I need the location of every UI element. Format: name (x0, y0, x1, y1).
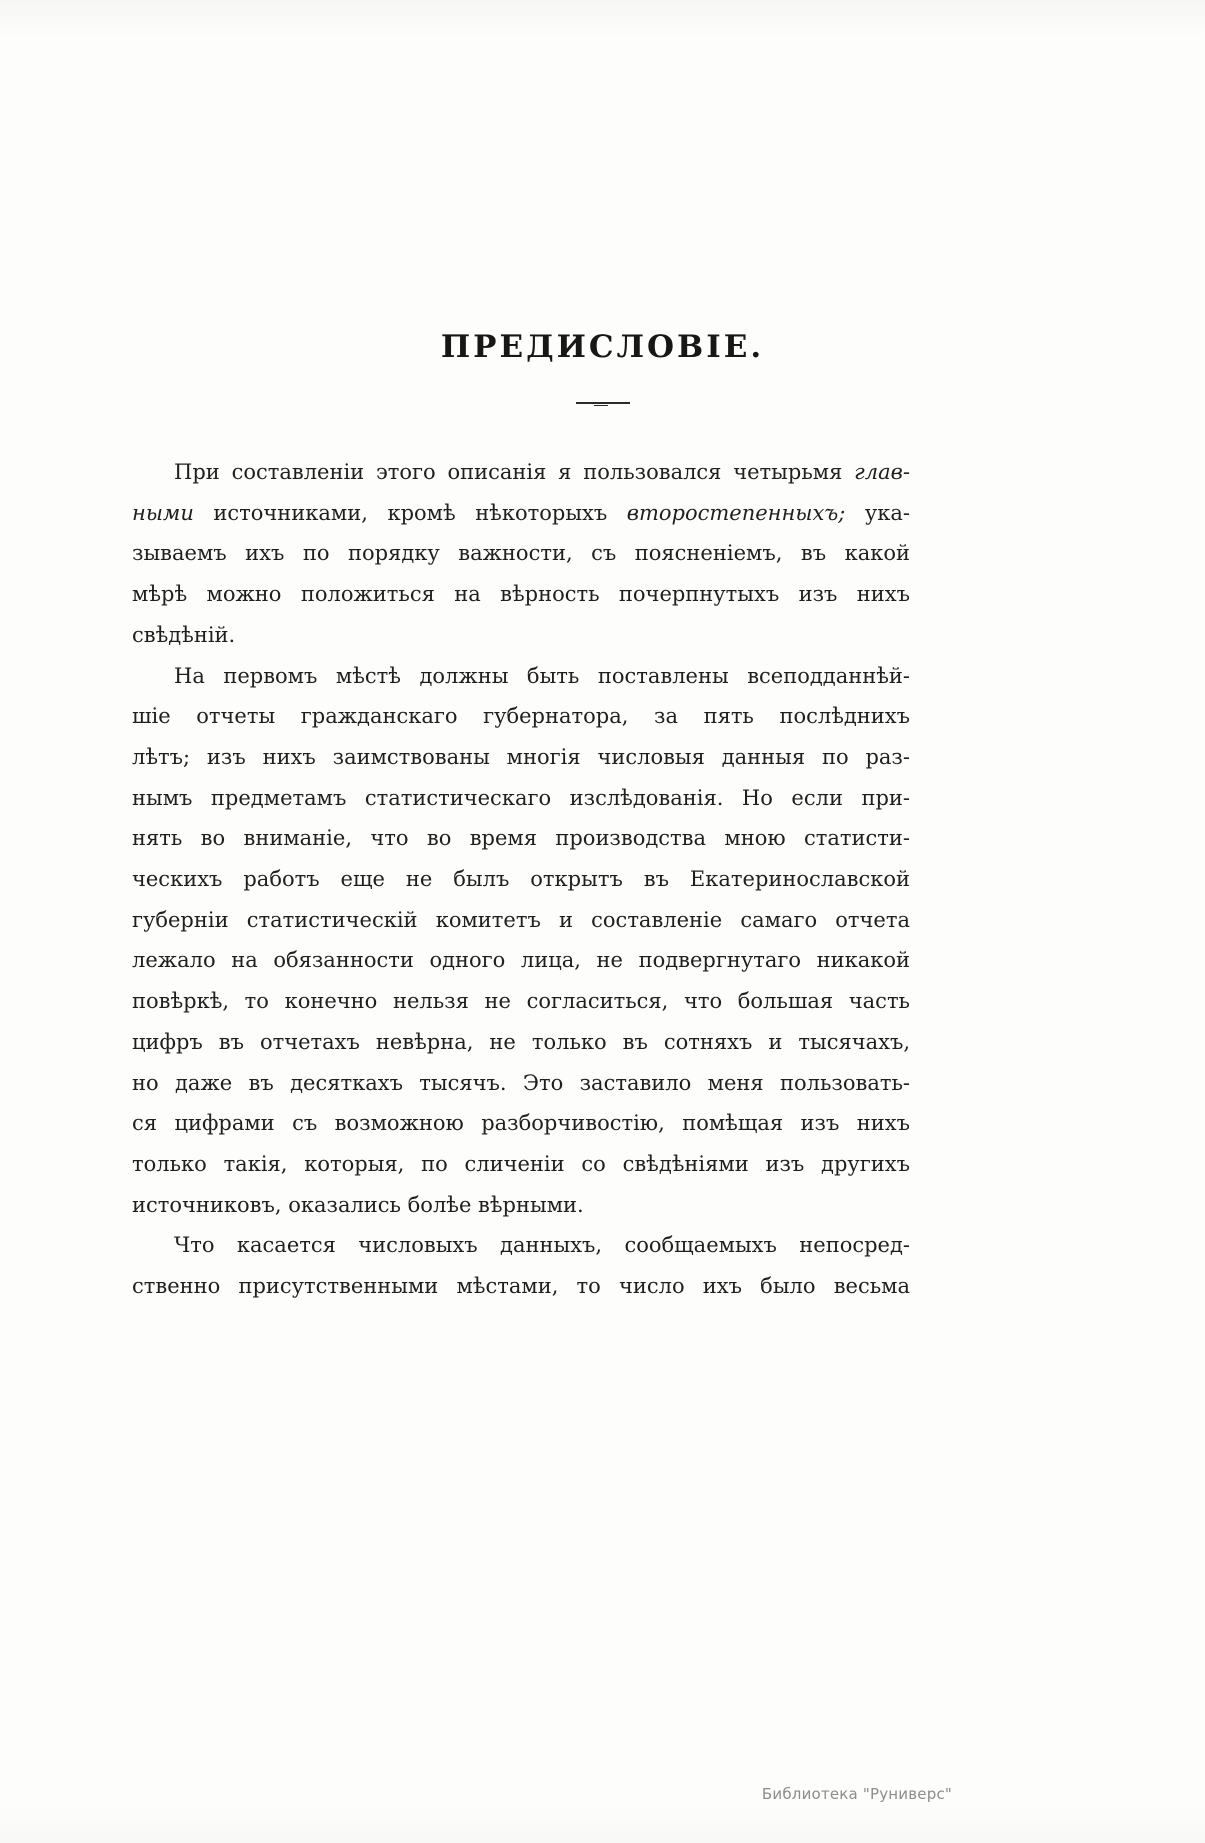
text-run: но даже въ десяткахъ тысячъ. Это заставило меня пользовать- (132, 1070, 910, 1095)
text-run: шіе отчеты гражданскаго губернатора, за пять послѣднихъ (132, 704, 910, 729)
text-line (132, 493, 910, 534)
text-line (132, 656, 910, 697)
text-run: Что касается числовыхъ данныхъ, сообщаемыхъ непосред- (174, 1233, 910, 1258)
text-line (132, 1063, 910, 1104)
text-run: ука- (845, 500, 910, 525)
text-run: нять во вниманіе, что во время производства мною статисти- (132, 826, 910, 851)
text-line (132, 940, 910, 981)
body-text (132, 452, 910, 1307)
library-watermark: Библиотека "Руниверс" (761, 1785, 952, 1803)
text-line (132, 1022, 910, 1063)
text-line (132, 1225, 910, 1266)
text-line (132, 778, 910, 819)
text-run: повѣркѣ, то конечно нельзя не согласиться, что большая часть (132, 989, 910, 1014)
text-line (132, 1144, 910, 1185)
text-run: мѣрѣ можно положиться на вѣрность почерпнутыхъ изъ нихъ (132, 582, 910, 607)
text-line (132, 452, 910, 493)
text-line (132, 1185, 910, 1226)
text-run: нымъ предметамъ статистическаго изслѣдованія. Но если при- (132, 785, 910, 810)
text-line (132, 574, 910, 615)
text-line (132, 981, 910, 1022)
text-run: ческихъ работъ еще не былъ открытъ въ Екатеринославской (132, 867, 910, 892)
text-run: ся цифрами съ возможною разборчивостію, помѣщая изъ нихъ (132, 1111, 910, 1136)
paragraph (132, 656, 910, 1226)
text-run: источниками, кромѣ нѣкоторыхъ (193, 500, 627, 525)
text-line (132, 1103, 910, 1144)
text-run: губерніи статистическій комитетъ и составленіе самаго отчета (132, 907, 910, 932)
text-line (132, 859, 910, 900)
text-run: лежало на обязанности одного лица, не подвергнутаго никакой (132, 948, 910, 973)
page-title: ПРЕДИСЛОВІЕ. (440, 328, 765, 365)
text-run: свѣдѣній. (132, 622, 236, 647)
title-divider-rule (576, 402, 630, 404)
text-line (132, 615, 910, 656)
text-line (132, 1266, 910, 1307)
italic-text-run: второстепенныхъ; (626, 500, 846, 525)
text-run: только такія, которыя, по сличеніи со свѣдѣніями изъ другихъ (132, 1151, 910, 1176)
paragraph (132, 452, 910, 656)
paragraph (132, 1225, 910, 1306)
text-run: ственно присутственными мѣстами, то число ихъ было весьма (132, 1274, 910, 1299)
text-line (132, 900, 910, 941)
text-line (132, 696, 910, 737)
text-run: зываемъ ихъ по порядку важности, съ поясненіемъ, въ какой (132, 541, 910, 566)
italic-text-run: глав- (854, 460, 910, 484)
text-line (132, 533, 910, 574)
text-run: цифръ въ отчетахъ невѣрна, не только въ сотняхъ и тысячахъ, (132, 1029, 910, 1054)
text-run: На первомъ мѣстѣ должны быть поставлены всеподданнѣй- (174, 663, 910, 688)
text-line (132, 737, 910, 778)
text-line (132, 818, 910, 859)
text-run: При составленіи этого описанія я пользовался четырьмя (174, 460, 855, 484)
text-run: лѣтъ; изъ нихъ заимствованы многія числовыя данныя по раз- (132, 744, 910, 769)
text-run: источниковъ, оказались болѣе вѣрными. (132, 1192, 584, 1217)
italic-text-run: ными (132, 500, 194, 525)
